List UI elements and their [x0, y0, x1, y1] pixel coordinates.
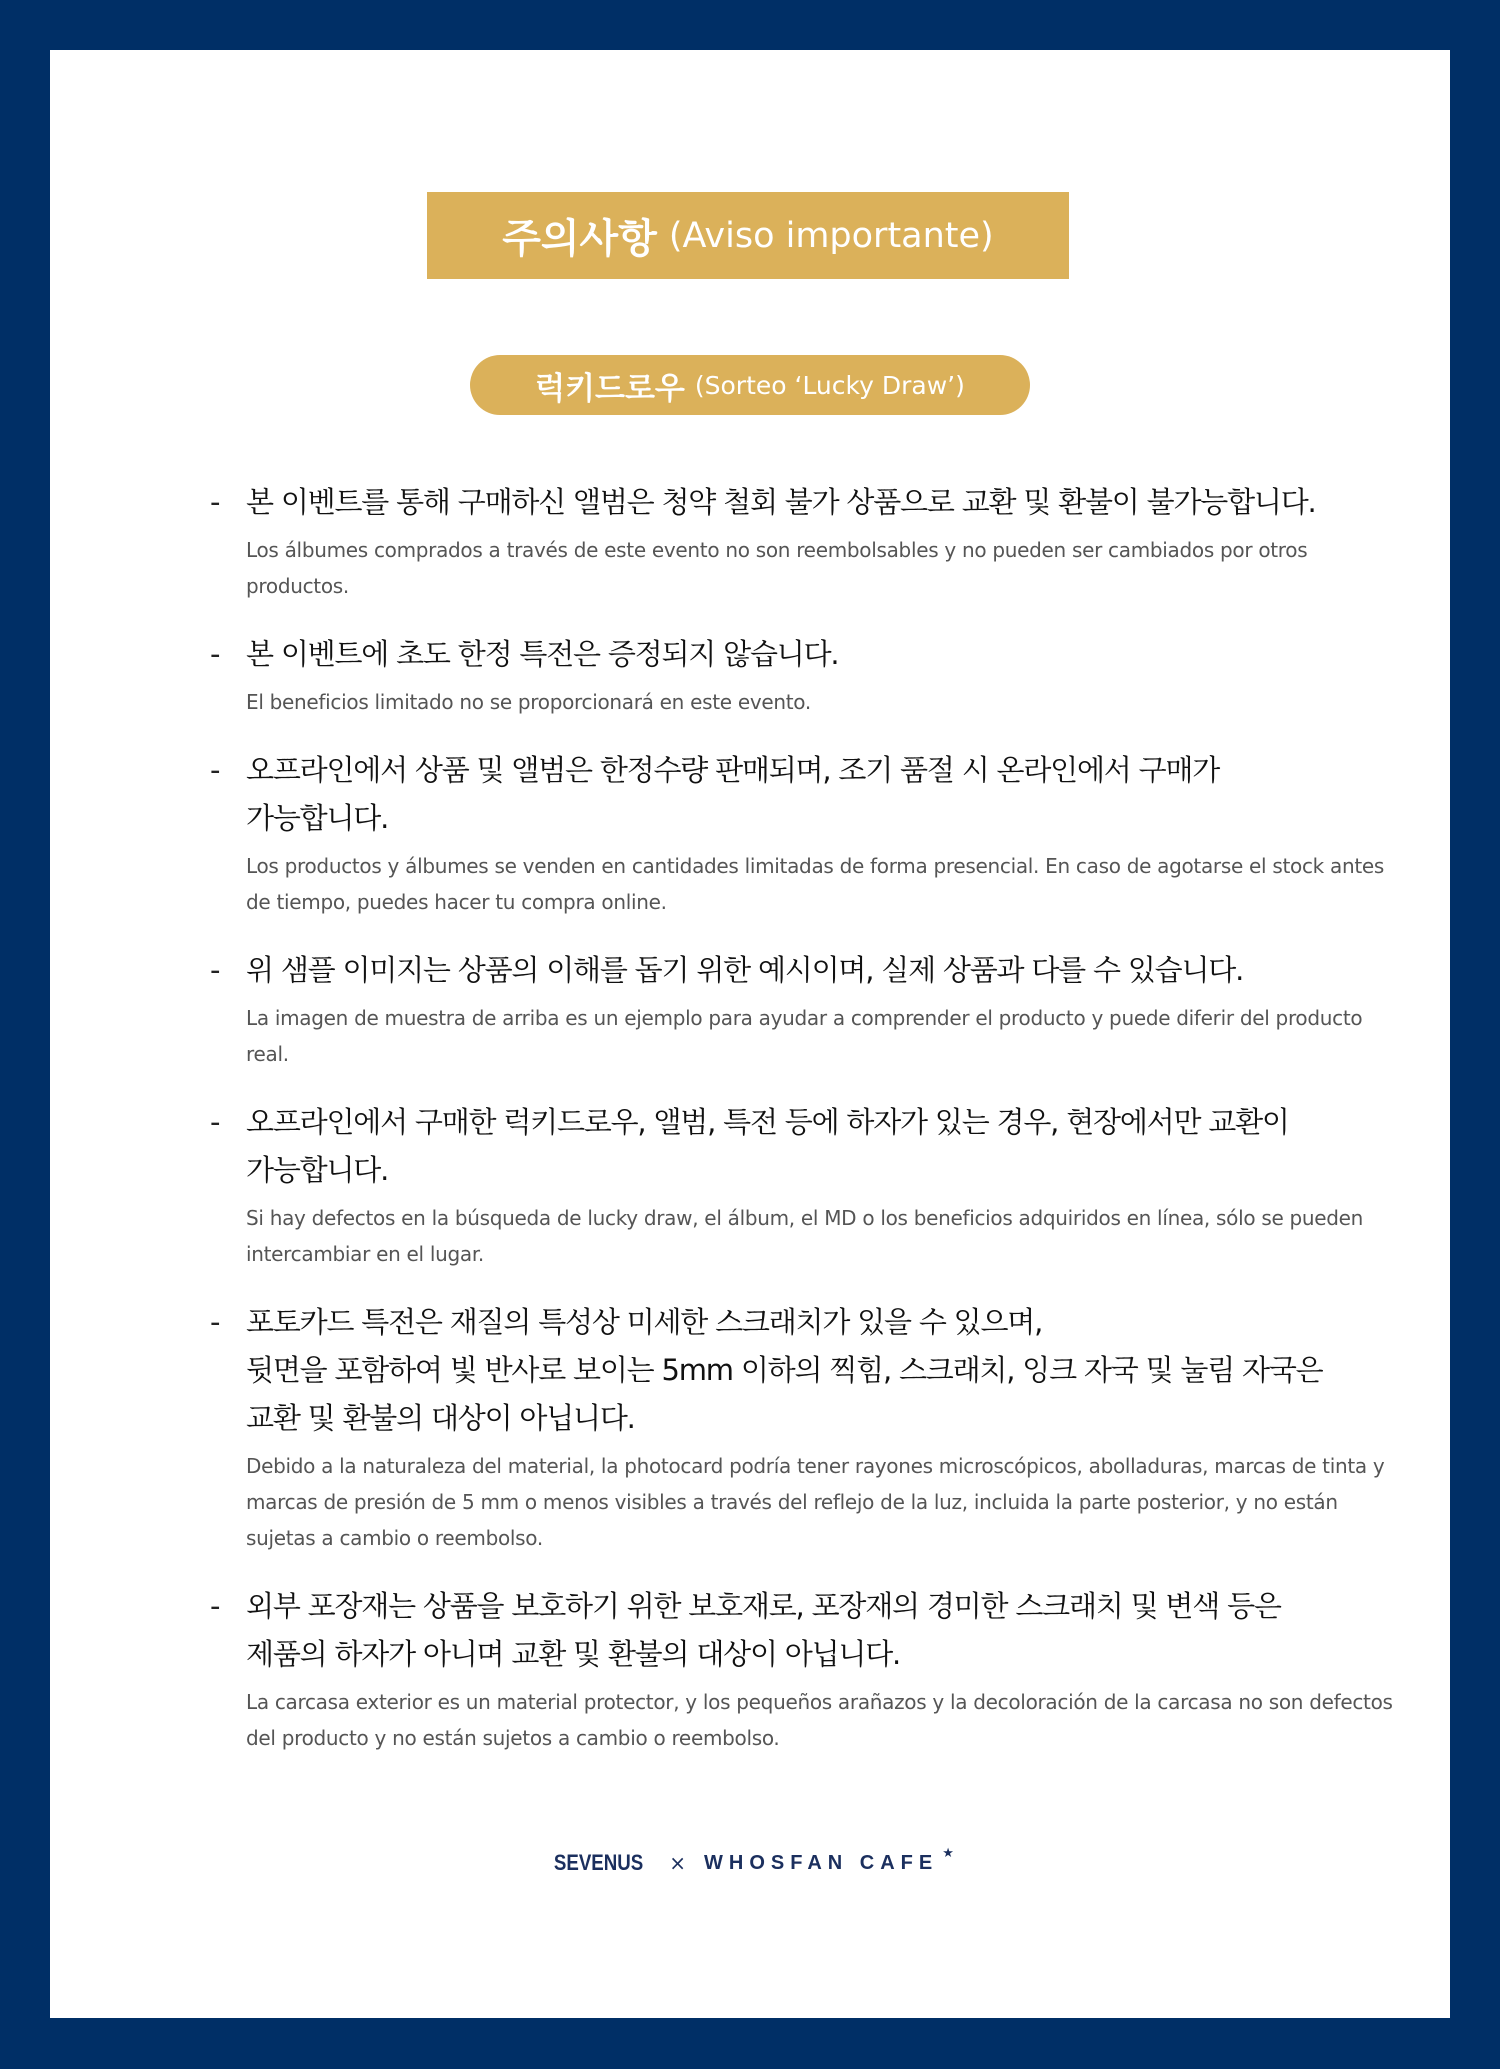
separator: ×: [669, 1851, 687, 1875]
notice-list: [160, 478, 1410, 1782]
item-spanish: El beneficios limitado no se proporcionará en este evento.: [246, 690, 811, 714]
item-korean: 오프라인에서 상품 및 앨범은 한정수량 판매되며, 조기 품절 시 온라인에서 구매가 가능합니다.: [246, 753, 1220, 835]
section-korean: 럭키드로우: [535, 370, 685, 407]
title-korean: 주의사항: [502, 216, 657, 262]
section-badge: [470, 355, 1030, 415]
whosfan-cafe-logo: WHOSFAN CAFE: [704, 1851, 939, 1874]
star-icon: ★: [942, 1845, 954, 1861]
item-spanish: La carcasa exterior es un material protector, y los pequeños arañazos y la decoloración de la carcasa no son defectos del producto y no están sujetos a cambio o reembolso.: [246, 1690, 1393, 1750]
item-korean: 본 이벤트에 초도 한정 특전은 증정되지 않습니다.: [246, 637, 839, 671]
item-spanish: Debido a la naturaleza del material, la photocard podría tener rayones microscópicos, abolladuras, marcas de tinta y marcas de presión de 5 mm o menos visibles a través del reflejo de la luz, incluida la parte posterior, y no están sujetas a cambio o reembolso.: [246, 1454, 1385, 1550]
item-spanish: Si hay defectos en la búsqueda de lucky draw, el álbum, el MD o los beneficios adquiridos en línea, sólo se pueden intercambiar en el lugar.: [246, 1206, 1364, 1266]
title-spanish: (Aviso importante): [668, 215, 994, 256]
dash-bullet: -: [210, 953, 221, 987]
list-item: [160, 1298, 1410, 1556]
item-spanish: La imagen de muestra de arriba es un ejemplo para ayudar a comprender el producto y puede diferir del producto real.: [246, 1006, 1363, 1066]
dash-bullet: -: [210, 753, 221, 787]
item-korean: 포토카드 특전은 재질의 특성상 미세한 스크래치가 있을 수 있으며, 뒷면을 포함하여 빛 반사로 보이는 5mm 이하의 찍힘, 스크래치, 잉크 자국 및 눌림 자국은 교환 및 환불의 대상이 아닙니다.: [246, 1305, 1323, 1435]
item-korean: 본 이벤트를 통해 구매하신 앨범은 청약 철회 불가 상품으로 교환 및 환불이 불가능합니다.: [246, 485, 1316, 519]
footer-logo: [50, 1845, 1450, 1876]
notice-card: [50, 50, 1450, 2018]
dash-bullet: -: [210, 1589, 221, 1623]
sevenus-logo: SEVENUS: [553, 1850, 644, 1875]
item-korean: 오프라인에서 구매한 럭키드로우, 앨범, 특전 등에 하자가 있는 경우, 현장에서만 교환이 가능합니다.: [246, 1105, 1289, 1187]
item-korean: 외부 포장재는 상품을 보호하기 위한 보호재로, 포장재의 경미한 스크래치 및 변색 등은 제품의 하자가 아니며 교환 및 환불의 대상이 아닙니다.: [246, 1589, 1281, 1671]
item-korean: 위 샘플 이미지는 상품의 이해를 돕기 위한 예시이며, 실제 상품과 다를 수 있습니다.: [246, 953, 1244, 987]
list-item: [160, 1582, 1410, 1756]
dash-bullet: -: [210, 485, 221, 519]
list-item: [160, 746, 1410, 920]
item-spanish: Los productos y álbumes se venden en cantidades limitadas de forma presencial. En caso de agotarse el stock antes de tiempo, puedes hacer tu compra online.: [246, 854, 1384, 914]
list-item: [160, 1098, 1410, 1272]
item-spanish: Los álbumes comprados a través de este evento no son reembolsables y no pueden ser cambiados por otros productos.: [246, 538, 1308, 598]
dash-bullet: -: [210, 1305, 221, 1339]
list-item: [160, 946, 1410, 1072]
dash-bullet: -: [210, 1105, 221, 1139]
list-item: [160, 630, 1410, 720]
page-title: [427, 192, 1069, 279]
list-item: [160, 478, 1410, 604]
section-spanish: (Sorteo ‘Lucky Draw’): [694, 370, 965, 400]
dash-bullet: -: [210, 637, 221, 671]
